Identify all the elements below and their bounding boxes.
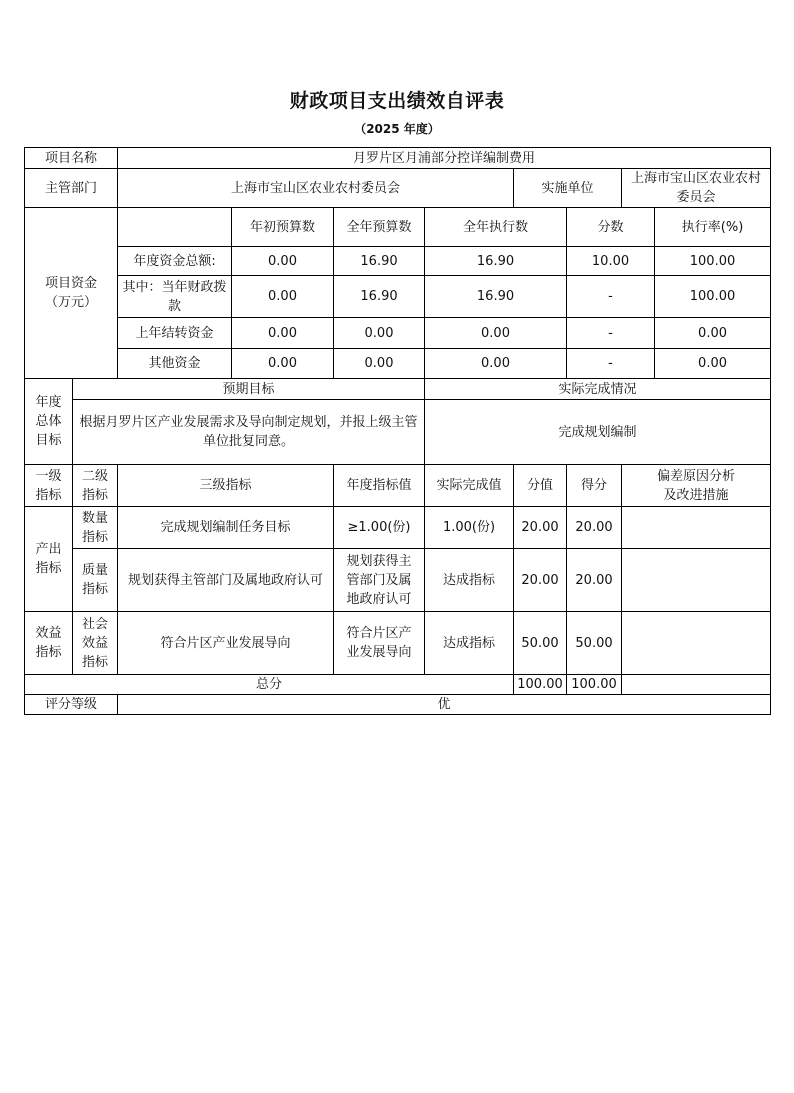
goals-section-label: 年度总体目标 [25, 379, 73, 465]
funds-cell: 0.00 [232, 247, 334, 276]
ind-analysis [622, 507, 771, 549]
ind-analysis [622, 612, 771, 675]
funds-cell: 0.00 [425, 349, 567, 379]
page-title: 财政项目支出绩效自评表 [289, 90, 505, 112]
funds-cell: 16.90 [334, 247, 425, 276]
funds-cell: 0.00 [334, 349, 425, 379]
funds-cell: 16.90 [425, 276, 567, 318]
funds-cell: 0.00 [425, 318, 567, 349]
goals-actual-header: 实际完成情况 [425, 379, 771, 400]
ind-target: 符合片区产业发展导向 [334, 612, 425, 675]
goals-expected-text: 根据月罗片区产业发展需求及导向制定规划，并报上级主管单位批复同意。 [73, 400, 425, 465]
funds-cell: 100.00 [655, 247, 771, 276]
funds-cell: 100.00 [655, 276, 771, 318]
ind-score-value: 50.00 [514, 612, 567, 675]
funds-row-label: 上年结转资金 [118, 318, 232, 349]
ind-score-value: 20.00 [514, 549, 567, 612]
ind-target: ≥1.00(份) [334, 507, 425, 549]
goals-content-row [25, 400, 771, 465]
funds-row-label: 其中：当年财政拨款 [118, 276, 232, 318]
ind-header-score: 得分 [567, 465, 622, 507]
row-project-name [25, 148, 771, 169]
total-value: 100.00 [514, 675, 567, 695]
funds-header-cell: 执行率(%) [655, 208, 771, 247]
funds-label-text: 项目资金 [45, 276, 98, 291]
page-subtitle: （2025 年度） [354, 122, 440, 136]
funds-section-label [25, 208, 118, 379]
ind-header-target: 年度指标值 [334, 465, 425, 507]
ind-target: 规划获得主管部门及属地政府认可 [334, 549, 425, 612]
ind-level3: 符合片区产业发展导向 [118, 612, 334, 675]
ind-level3: 规划获得主管部门及属地政府认可 [118, 549, 334, 612]
funds-header-row [25, 208, 771, 247]
ind-score: 50.00 [567, 612, 622, 675]
rating-row [25, 695, 771, 715]
funds-unit-text: （万元） [45, 295, 98, 310]
funds-header-blank [118, 208, 232, 247]
funds-row [25, 276, 771, 318]
funds-header-cell: 分数 [567, 208, 655, 247]
total-score: 100.00 [567, 675, 622, 695]
project-name-label: 项目名称 [25, 148, 118, 169]
funds-cell: 0.00 [334, 318, 425, 349]
impl-label: 实施单位 [514, 169, 622, 208]
ind-analysis [622, 549, 771, 612]
funds-row [25, 247, 771, 276]
ind-actual: 达成指标 [425, 612, 514, 675]
evaluation-table [24, 147, 771, 715]
funds-header-cell: 年初预算数 [232, 208, 334, 247]
funds-header-cell: 全年执行数 [425, 208, 567, 247]
goals-actual-text: 完成规划编制 [425, 400, 771, 465]
row-department [25, 169, 771, 208]
ind-level3: 完成规划编制任务目标 [118, 507, 334, 549]
funds-row-label: 年度资金总额: [118, 247, 232, 276]
funds-cell: - [567, 318, 655, 349]
funds-cell: - [567, 276, 655, 318]
indicators-header-row [25, 465, 771, 507]
ind-header-level2: 二级指标 [73, 465, 118, 507]
funds-cell: 0.00 [232, 349, 334, 379]
goals-expected-header: 预期目标 [73, 379, 425, 400]
impl-value: 上海市宝山区农业农村委员会 [622, 169, 771, 208]
ind-level1: 效益指标 [25, 612, 73, 675]
ind-level2: 社会效益指标 [73, 612, 118, 675]
indicator-row [25, 549, 771, 612]
goals-header-row [25, 379, 771, 400]
ind-score: 20.00 [567, 549, 622, 612]
funds-row [25, 349, 771, 379]
ind-header-level1: 一级指标 [25, 465, 73, 507]
ind-level2: 数量指标 [73, 507, 118, 549]
indicator-row [25, 507, 771, 549]
rating-label: 评分等级 [25, 695, 118, 715]
ind-actual: 达成指标 [425, 549, 514, 612]
ind-header-analysis: 偏差原因分析及改进措施 [622, 465, 771, 507]
funds-cell: 0.00 [655, 318, 771, 349]
funds-cell: 0.00 [655, 349, 771, 379]
funds-header-cell: 全年预算数 [334, 208, 425, 247]
indicator-row [25, 612, 771, 675]
ind-actual: 1.00(份) [425, 507, 514, 549]
ind-header-score-value: 分值 [514, 465, 567, 507]
total-row [25, 675, 771, 695]
ind-header-level3: 三级指标 [118, 465, 334, 507]
ind-header-actual: 实际完成值 [425, 465, 514, 507]
funds-cell: 0.00 [232, 318, 334, 349]
funds-row [25, 318, 771, 349]
ind-level1: 产出指标 [25, 507, 73, 612]
funds-cell: 10.00 [567, 247, 655, 276]
funds-row-label: 其他资金 [118, 349, 232, 379]
funds-cell: - [567, 349, 655, 379]
dept-value: 上海市宝山区农业农村委员会 [118, 169, 514, 208]
ind-score-value: 20.00 [514, 507, 567, 549]
total-label: 总分 [25, 675, 514, 695]
funds-cell: 16.90 [425, 247, 567, 276]
funds-cell: 0.00 [232, 276, 334, 318]
ind-score: 20.00 [567, 507, 622, 549]
rating-value: 优 [118, 695, 771, 715]
dept-label: 主管部门 [25, 169, 118, 208]
total-blank [622, 675, 771, 695]
ind-level2: 质量指标 [73, 549, 118, 612]
funds-cell: 16.90 [334, 276, 425, 318]
project-name-value: 月罗片区月浦部分控详编制费用 [118, 148, 771, 169]
